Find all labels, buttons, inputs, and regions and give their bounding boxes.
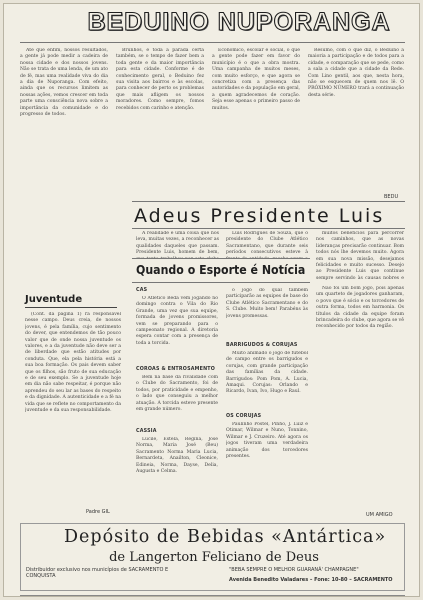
sports-subhead-cassia: CASSIA [136,429,157,434]
sports-rule-bottom [132,282,310,283]
top-article-col4: Resumo, com o que diz, o Beduino a maioria a participação e de todos para a cidade, e comparação que se pede, como a sala a cidade que a cidade da Rede. Com Lino gentil, aos que, nesta hora, não se esquecem de quem nos lê. O PRÓXIMO NÚMERO trará a continuação desta série. [308,48,404,98]
sports-col1-text2: Bem na base da rivalidade com o Clube do Sacramento, foi de todos, por praticidade e empenho, o lado que conseguiu a melhor atuação. A torcida esteve presente em grande número. [136,375,218,413]
sports-subhead-coroas: COROAS & ENTROSAMENTO [136,367,216,372]
top-article-col1: Até que enfim, nossos resultados, a gente já pode medir a cadeira de nossa cidade e dos nossos jovens. Não se trata de uma lenda, de um ato de fé, mas uma realidade viva do dia a dia de Nuporanga. Com efeito, ainda que os recursos limitem as nossas ações, vemos crescer em toda parte uma consciência nova sobre a importância da comunidade e do progresso de todos. [20,48,108,118]
luis-col1: A realidade é uma coisa que nos leva, muitas vezes, a reconhecer as qualidades daqueles que passam. Presidente Luis, homem de bem, [136,231,219,256]
luis-col2: Luis Rodrigues de Souza, que o presidente do Clube Atlético Sacramentano, que durante seis períodos consecutivos esteve à [226,231,308,256]
juventude-signature: Padre GIL [86,509,110,515]
sports-signature: UM AMIGO [366,512,393,518]
juventude-text: (Cont. da página 1) rá responsável nesse campo. Deus creia, de nossos jovens, é pela família, cujo sentimento do dever, que entendemos de tão pouco valor que de onde nossa juventude os valores, e a da juventude não deve ser a de liberdade que estão atitudes por conduta. Que, ela pela história está a sua boa formação. Os pais devem saber que os filhos, são fruto de sua educação e de seu exemplo. Se a juventude hoje em dia não sabe respeitar, é porque não aprendeu do seu lar as bases do respeito e da dignidade. A autenticidade e a fé na vida que se reflete no comportamento da juventude e da sua responsabilidade. [25,312,121,414]
masthead-rule [20,42,405,43]
ad-right-address: Avenida Benedito Valadares – Fone: 10-80 – SACRAMENTO [229,577,393,583]
ad-right-slogan: "BEBA SEMPRE O MELHOR GUARANÁ' CHAMPAGNE" [229,567,359,573]
footer-rule [20,595,405,596]
luis-rule-bottom [132,228,405,229]
sports-col2-text2: Muito animado o jogo de futebol de campo entre os barrigudos e corujas, com grande participação das famílias da cidade. Barrigudos: Pom Pom, A. Lucia, Amaqui. Corujas: Orlando e Ricardo, Ivan, Ivo, Hugo e Raul. [226,351,308,395]
ad-title: Depósito de Bebidas «Antártica» [64,527,387,547]
sports-col2-text: o jogo do qual também participarão as equipes de base do Clube Atlético Sacramentano e do S. Clube. Muito bem! Parabéns às jovens promessas. [226,288,308,319]
juventude-title: Juventude [25,294,83,305]
sports-subhead-corujas: OS CORUJAS [226,414,262,419]
top-article-col2: Brunhos, é toda a parada certa também, se o tempo de fazer bem a toda gente e da maior importância para esta cidade. Conforme é de conhecimento geral, o Beduino fez sua visita aos bairros e às escolas, para conhecer de perto os problemas que mais afligem os nossos moradores. Como sempre, fomos recebidos com carinho e atenção. [116,48,204,111]
luis-col3: muitos benefícios para percorrer nos caminhos, que as novas lideranças precisarão continuar. Bom todos nós lhe devemos muito. Agora em sua nova missão, desejamos felicidades e muito sucesso. Desejo ao Presidente Luis que continue sempre servindo às causas nobres e [316,231,404,281]
sports-subhead-barrigudos: BARRIGUDOS & CORUJAS [226,343,298,348]
sports-subhead-cas: CAS [136,288,148,293]
headline-presidente-luis: Adeus Presidente Luis [134,205,385,227]
sports-col3-text: Não foi um bom jogo, pois apenas um quarteto de jogadores ganharam, o povo que é sócio e os torcedores de outra forma, todos em harmonia. Os títulos da cidade da equipe foram brincadeira do clube, que agora se vê reconhecido por todos da região. [316,286,404,330]
sports-col1-text: O Atlético Beda vem jogando no domingo contra o Vila do Rio Grande, uma vez que sua equipe, formada de jovens promissores, vem se preparando para o campeonato regional. A diretoria espera contar com a presença de toda a torcida. [136,296,218,346]
top-signature: BEDU [384,194,399,200]
juventude-rule [25,307,117,308]
luis-rule-top [132,201,405,202]
ad-subtitle: de Langerton Feliciano de Deus [109,550,319,565]
sports-rule-top [132,258,310,259]
ad-left-text: Distribuidor exclusivo nos municípios de SACRAMENTO E CONQUISTA [26,567,169,580]
sports-col2-text3: Paulinho Postel, Pinho, J. Luiz e Otimar, Wilmar e Nuno, Tonnino, Wilmar e J. Cruzeiro. Até agora os jogos tiveram uma verdadeira animação dos torcedores presentes. [226,422,308,460]
newspaper-page [3,3,420,597]
sports-col1-text3: Lucile, Estela, Regina, Jose Norma, Maria José (Beu) Sacramento Norma Maria Lucia, Bernardeta, Anailton, Cleonice, Edineia, Norma, Dayse, Delia, Augusta e Celma. [136,437,218,475]
masthead-title: BEDUINO NUPORANGA [87,8,391,36]
headline-esporte: Quando o Esporte é Notícia [136,262,306,277]
top-article-col3: Econômico, escolar e social, o que a gente pode fazer em favor do município é o que a obra mostra. Uma campanha de muitos meses, com muito esforço, e que agora se concretiza com a presença das autoridades e da população em geral, a quem agradecemos de coração. Seja esse apenas o primeiro passo de muitos. [212,48,300,111]
